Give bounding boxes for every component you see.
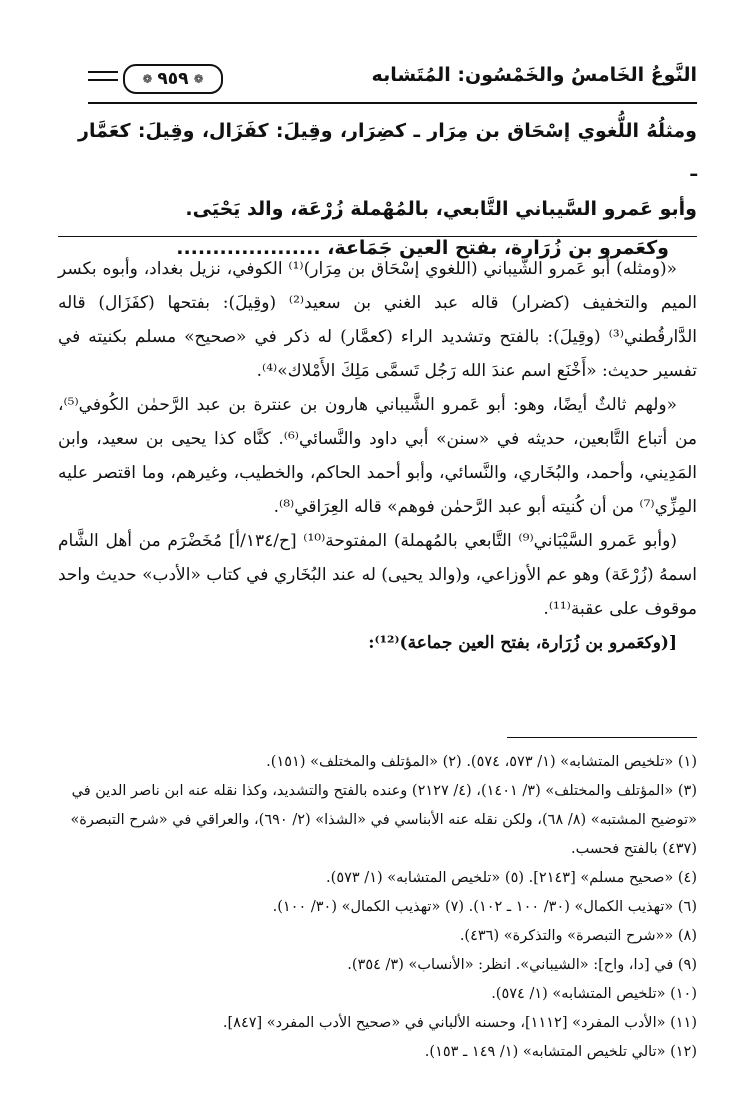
- footnote: (١١) «الأدب المفرد» [١١١٢]، وحسنه الألباني في «صحيح الأدب المفرد» [٨٤٧].: [222, 1015, 697, 1031]
- footnote: (٣) «المؤتلف والمختلف» (٣/ ١٤٠١)، (٤/ ٢١٢٧) وعنده بالفتح والتشديد، وكذا نقله عنه ابن ناصر الدين في «توضيح المشتبه» (٨/ ٦٨)، ولكن نقله عنه الأبناسي في «الشذا» (٢/ ٦٩٠)، والعراقي في «شرح التبصرة» (٤٣٧) بالفتح فحسب.: [70, 783, 697, 857]
- footnote-rule: [507, 737, 697, 738]
- matn-separator: [58, 236, 697, 237]
- footnote: (٨) ««شرح التبصرة» والتذكرة» (٤٣٦).: [459, 928, 697, 944]
- matn-line: وأبو عَمرو السَّيباني التَّابعي، بالمُهْملة زُرْعَة، والد يَحْيَى.: [185, 198, 697, 220]
- commentary-paragraph: «(ومثله) أبو عَمرو الشَّيباني (اللغوي إسْحَاق بن مِرَار)⁽¹⁾ الكوفي، نزيل بغداد، وأبوه بكسر الميم والتخفيف (كضرار) قاله عبد الغني بن سعيد⁽²⁾ (وقِيلَ): بفتحها (كفَزَال) قاله الدَّارقُطني⁽³⁾ (وقِيلَ): بالفتح وتشديد الراء (كعمَّار) له ذكر في «صحيح» مسلم بكنيته في تفسير حديث: «أَخْنَع اسم عندَ الله رَجُل تَسمَّى مَلِكَ الأَمْلاك»⁽⁴⁾.: [58, 259, 697, 381]
- footnote: (٩) في [دا، واح]: «الشيباني». انظر: «الأنساب» (٣/ ٣٥٤).: [347, 957, 697, 973]
- page-number: ❁ ٩٥٩ ❁: [123, 64, 223, 94]
- page-number-ornament-lines: [88, 71, 118, 81]
- matn-line: ومثلُهُ اللُّغوي إسْحَاق بن مِرَار ـ كضِرَار، وقِيلَ: كفَزَال، وقِيلَ: كعَمَّار ـ: [78, 120, 697, 181]
- matn-line: وكعَمرو بن زُرَارة، بفتح العين جَمَاعة، ....................: [176, 237, 669, 259]
- footnote: (٤) «صحيح مسلم» [٢١٤٣]. (٥) «تلخيص المتشابه» (١/ ٥٧٣).: [326, 870, 697, 886]
- commentary-paragraph: [(وكعَمرو بن زُرَارة، بفتح العين جماعة)⁽¹²⁾:: [368, 633, 677, 653]
- footnotes: [58, 748, 697, 1067]
- chapter-title: النَّوعُ الخَامسُ والخَمْسُون: المُتَشابه: [371, 64, 697, 86]
- commentary-paragraph: «ولهم ثالثٌ أيضًا، وهو: أبو عَمرو الشَّيباني هارون بن عنترة بن عبد الرَّحمٰن الكُوفي⁽⁵⁾، من أتباع التَّابعين، حديثه في «سنن» أبي داود والنَّسائي⁽⁶⁾. كنَّاه كذا يحيى بن سعيد، وابن المَدِيني، وأحمد، والبُخَاري، والنَّسائي، وأبو أحمد الحاكم، والخطيب، وغيرهم، وما اقتصر عليه المِزِّي⁽⁷⁾ من أن كُنيته أبو عبد الرَّحمٰن فوهم» قاله العِرَاقي⁽⁸⁾.: [58, 395, 697, 517]
- footnote: (١) «تلخيص المتشابه» (١/ ٥٧٣، ٥٧٤). (٢) «المؤتلف والمختلف» (١٥١).: [266, 754, 697, 770]
- commentary-paragraph: (وأبو عَمرو السَّيْبَاني⁽⁹⁾ التَّابعي بالمُهملة) المفتوحة⁽¹⁰⁾ [ح/١٣٤/أ] مُخَضْرَم من أهل الشَّام اسمهُ (زُرْعَة) وهو عم الأوزاعي، و(والد يحيى) له عند البُخَاري في كتاب «الأدب» حديث واحد موقوف على عقبة⁽¹¹⁾.: [58, 531, 697, 619]
- running-header: [88, 50, 697, 110]
- footnote: (١٢) «تالي تلخيص المتشابه» (١/ ١٤٩ ـ ١٥٣).: [424, 1044, 697, 1060]
- footnote: (١٠) «تلخيص المتشابه» (١/ ٥٧٤).: [491, 986, 697, 1002]
- footnote: (٦) «تهذيب الكمال» (٣٠/ ١٠٠ ـ ١٠٢). (٧) «تهذيب الكمال» (٣٠/ ١٠٠).: [272, 899, 697, 915]
- header-rule: [88, 102, 697, 104]
- commentary: [58, 252, 697, 660]
- matn-text: [78, 112, 697, 268]
